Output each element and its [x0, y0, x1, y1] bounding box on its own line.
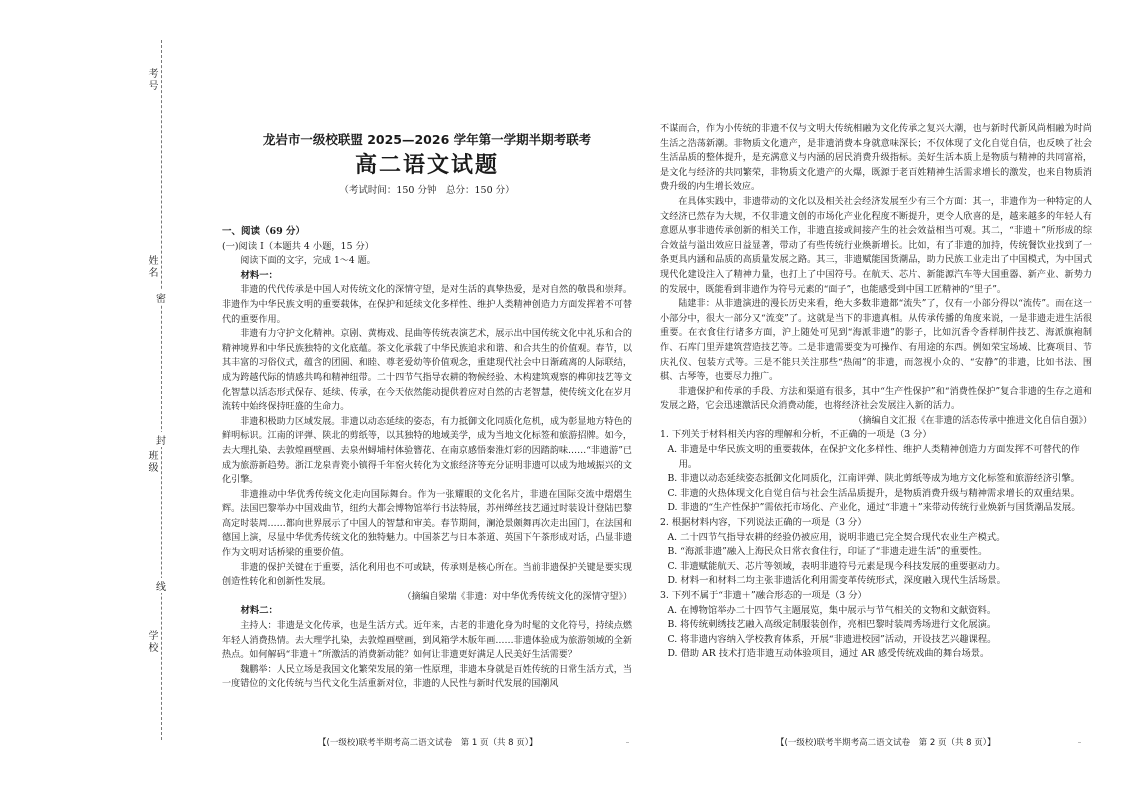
exam-number-label: 考号 — [146, 68, 157, 92]
page-1-body — [222, 225, 632, 692]
material-1-paragraph: 非遗的代代传承是中国人对传统文化的深情守望，是对生活的真挚热爱，是对自然的敬畏和崇拜。非遗作为中华民族文明的重要载体，在保护和延续文化多样性、维护人类精神创造力方面发挥着不可替代的重要作用。 — [222, 285, 632, 325]
question-2-option-c: C. 非遗赋能航天、芯片等领域，表明非遗符号元素是现今科技发展的重要驱动力。 — [667, 560, 1006, 572]
material-2-paragraph: 魏鹏举：人民立场是我国文化繁荣发展的第一性原理，非遗本身就是百姓传统的日常生活方式，当一度错位的文化传统与当代文化生活重新对位，非遗的人民性与新时代发展的国潮风 — [222, 664, 632, 690]
binding-margin — [142, 40, 182, 780]
scan-speck — [1078, 742, 1081, 743]
class-label: 班级 — [146, 450, 157, 474]
question-1-option-b: B. 非遗以动态延续姿态抵御文化同质化，江南评弹、陕北剪纸等成为地方文化标签和旅游经济引擎。 — [667, 473, 1080, 485]
page-1-column — [222, 0, 632, 794]
question-1-option-d: D. 非遗的“生产性保护”需依托市场化、产业化，通过“非遗＋”来带动传统行业焕新与国货潮品发展。 — [667, 502, 1081, 514]
seal-char-mi: 密 — [156, 290, 166, 305]
question-2: 2. 根据材料内容，下列说法正确的一项是（3 分） — [660, 517, 867, 529]
material-2-source: （摘编自文汇报《在非遗的活态传承中推进文化自信自强》） — [853, 415, 1092, 426]
seal-char-xian: 线 — [156, 578, 166, 593]
seal-char-feng: 封 — [156, 432, 166, 447]
subject-title: 高二语文试题 — [354, 153, 499, 178]
question-1-option-c: C. 非遗的火热体现文化自觉自信与社会生活品质提升，是物质消费升级与精神需求增长的双重结果。 — [667, 487, 1080, 499]
question-3: 3. 下列不属于“非遗＋”融合形态的一项是（3 分） — [660, 590, 867, 601]
material-2-paragraph: 在具体实践中，非遗带动的文化以及相关社会经济发展至少有三个方面：其一，非遗作为一种特定的人文经济已然存为大规，不仅非遗文创的市场化产业化程度不断提升，更令人欣喜的是，越来越多的年轻人有意愿从事非遗传承创新的相关工作，非遗直接或间接产生的社会效益相当可观。其二，“非遗＋”所形成的综合效益与溢出效应日益显著，带动了有些传统行业焕新增长。比如，有了非遗的加持，传统餐饮业找到了一条更具内涵和品质的高质量发展之路。其三，非遗赋能国货潮品，助力民族工业走出了中国模式，为中国式现代化建设注入了精神力量，也打上了中国符号。在航天、芯片、新能源汽车等大国重器、新产业、新势力的发展中，既能看到非遗作为符号元素的“面子”，也能感受到中国工匠精神的“里子”。 — [660, 196, 1092, 295]
material-2-paragraph: 不谋而合，作为小传统的非遗不仅与文明大传统相融为文化传承之复兴大潮，也与新时代新风尚相融为时尚生活之浩荡新潮。非物质文化遗产，是非遗消费本身就意味深长；不仅体现了文化自觉自信，也反映了社会生活品质的整体提升，是充满意义与内涵的居民消费升级指标。美好生活本质上是物质与精神的共同富裕，是文化与经济的共同繁荣，非物质文化遗产的火爆，既源于老百姓精神生活需求增长的激发，也来自物质消费升级的内生增长效应。 — [660, 124, 1092, 193]
question-2-option-d: D. 材料一和材料二均主张非遗活化利用需变革传统形式，深度融入现代生活场景。 — [667, 575, 1006, 587]
material-1-paragraph: 非遗有力守护文化精神。京剧、黄梅戏、昆曲等传统表演艺术，展示出中国传统文化中礼乐和合的精神境界和中华民族独特的文化底蕴。茶文化承载了中华民族追求和谐、和合共生的价值观。春节，以其丰富的习俗仪式，蕴含的团圆、和睦、尊老爱幼等价值观念，重建现代社会中日渐疏离的人际联结，成为跨越代际的情感共鸣和精神纽带。二十四节气指导农耕的物候经验、木构建筑观察的榫卯技艺等文化智慧以活态形式保存、延续、传承，在今天依然能动提供着应对自然的古老智慧，使传统文化在岁月流转中始终保持旺盛的生命力。 — [222, 329, 632, 413]
subsection-heading: (一)阅读 I（本题共 4 小题，15 分） — [222, 240, 375, 252]
material-1-paragraph: 非遗的保护关键在于重要，活化利用也不可或缺，传承则是核心所在。当前非遗保护关键是要实现创造性转化和创新性发展。 — [222, 562, 632, 588]
question-1-option-a: A. 非遗是中华民族文明的重要载体，在保护文化多样性、维护人类精神创造力方面发挥不可替代的作用。 — [667, 444, 1080, 470]
material-1-title: 材料一： — [240, 269, 278, 281]
question-3-option-b: B. 将传统刺绣技艺融入高级定制服装创作，亮相巴黎时装周秀场进行文化展演。 — [667, 619, 997, 631]
question-3-option-a: A. 在博物馆举办二十四节气主题展览，集中展示与节气相关的文物和文献资料。 — [667, 604, 997, 616]
question-3-option-d: D. 借助 AR 技术打造非遗互动体验项目，通过 AR 感受传统戏曲的舞台场景。 — [667, 648, 990, 660]
school-label: 学校 — [146, 630, 157, 654]
scan-speck — [626, 742, 629, 743]
page-2-footer: 【(一级校)联考半期考高二语文试卷 第 2 页（共 8 页）】 — [776, 738, 996, 748]
material-2-paragraph: 主持人：非遗是文化传承，也是生活方式。近年来，古老的非遗化身为时髦的文化符号，持续点燃年轻人消费热情。去大理学扎染，去敦煌画壁画，到风箱学木版年画……非遗体验成为旅游领域的全新热点。如何解码“非遗＋”所激活的消费新动能？如何让非遗更好满足人民美好生活需要？ — [222, 621, 632, 661]
question-3-option-c: C. 将非遗内容纳入学校教育体系，开展“非遗进校园”活动，开设技艺兴趣课程。 — [667, 633, 997, 645]
exam-title: 龙岩市一级校联盟 2025—2026 学年第一学期半期考联考 — [262, 132, 592, 147]
question-1: 1. 下列关于材料相关内容的理解和分析，不正确的一项是（3 分） — [660, 429, 932, 441]
question-2-option-a: A. 二十四节气指导农耕的经验仍被应用，说明非遗已完全契合现代农业生产模式。 — [667, 531, 1006, 543]
material-2-paragraph: 非遗保护和传承的手段、方法和渠道有很多，其中“生产性保护”和“消费性保护”复合非遗的生存之道和发展之路，它会迅速激活民众消费动能，也将经济社会发展注入新的活力。 — [660, 386, 1092, 412]
material-1-paragraph: 非遗推动中华优秀传统文化走向国际舞台。作为一张耀眼的文化名片，非遗在国际交流中熠熠生辉。法国巴黎举办中国戏曲节，纽约大都会博物馆举行书法特展，苏州缂丝技艺通过时装设计登陆巴黎高定时装周……都向世界展示了中国人的智慧和审美。春节期间，澜沧景颇舞再次走出国门，在法国和德国上演，尽显中华优秀传统文化的独特魅力。中国茶艺与日本茶道、英国下午茶形成对话，凸显非遗作为文明对话桥梁的重要价值。 — [222, 489, 632, 559]
page-2-body — [660, 122, 1092, 662]
seal-line — [161, 40, 163, 740]
material-2-title: 材料二： — [240, 605, 278, 617]
section-heading: 一、阅读（69 分） — [222, 226, 306, 237]
page-2-column — [660, 0, 1092, 794]
instruction: 阅读下面的文字，完成 1～4 题。 — [240, 256, 376, 267]
name-label: 姓名 — [146, 255, 157, 279]
material-2-paragraph: 陆建非：从非遗演进的漫长历史来看，绝大多数非遗都“流失”了，仅有一小部分得以“流传”。而在这一小部分中，很大一部分又“流变”了。这就是当下的非遗真相。从传承传播的角度来说，一是非遗走进生活很重要。在衣食住行诸多方面，沪上随处可见到“海派非遗”的影子，比如沉香令香样制件技艺、海派旗袍制作、石库门里弄建筑营造技艺等。二是非遗需要变为可操作、有用途的东西。例如荣宝场域、比赛项目、节庆礼仪、包装方式等。三是不能只关注那些“热闹”的非遗，而忽视小众的、“安静”的非遗，比如书法、围棋、古琴等，也要尽力推广。 — [660, 299, 1092, 383]
question-2-option-b: B. “海派非遗”融入上海民众日常衣食住行，印证了“非遗走进生活”的重要性。 — [667, 546, 988, 558]
material-1-source: （摘编自梁瑞《非遗：对中华优秀传统文化的深情守望》） — [402, 591, 632, 602]
exam-info: （考试时间：150 分钟 总分：150 分） — [339, 185, 515, 196]
page-1-footer: 【(一级校)联考半期考高二语文试卷 第 1 页（共 8 页）】 — [318, 738, 538, 748]
material-1-paragraph: 非遗积极助力区域发展。非遗以动态延续的姿态，有力抵御文化同质化危机，成为彰显地方特色的鲜明标识。江南的评弹、陕北的剪纸等，以其独特的地域美学，成为当地文化标签和旅游招牌。如今，去大理扎染、去敦煌画壁画、去泉州蟳埔村体验簪花、在南京感悟秦淮灯彩的因踏韵味……“非遗游”已成为旅游新趋势。浙江龙泉青瓷小镇得千年窑火转化为文旅经济等充分证明非遗可以成为地域振兴的文化引擎。 — [222, 416, 632, 486]
